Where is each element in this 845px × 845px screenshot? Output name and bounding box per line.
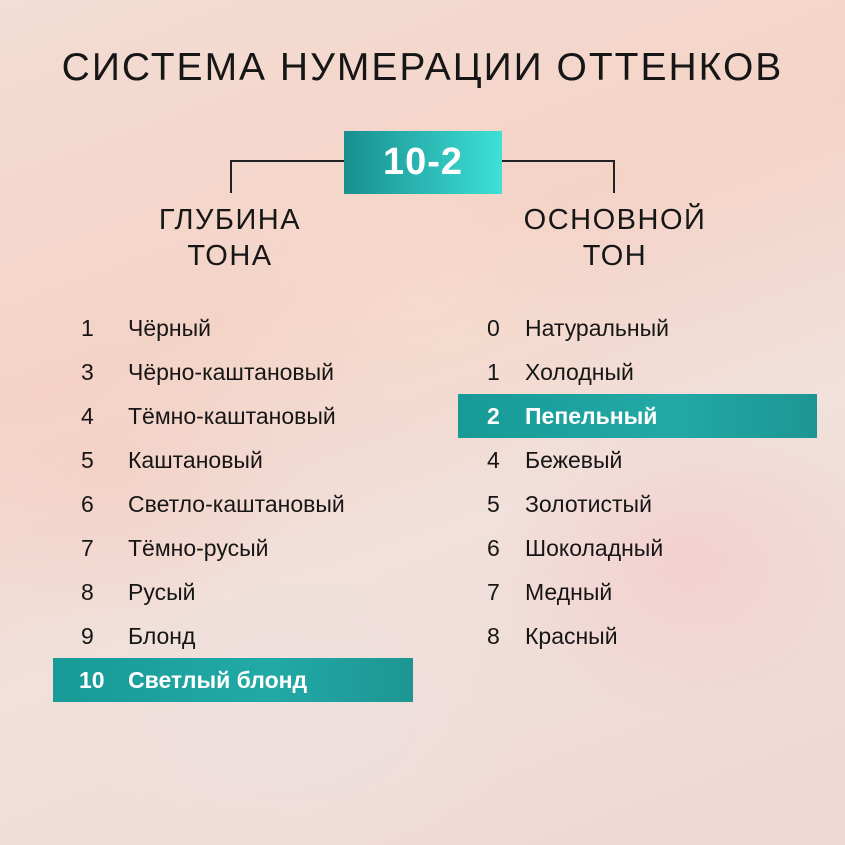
- highlighted-list-item: [53, 658, 413, 702]
- item-number: 8: [81, 578, 94, 605]
- item-label: Чёрно-каштановый: [128, 358, 335, 385]
- item-label: Каштановый: [128, 446, 263, 473]
- list-item: [53, 438, 413, 482]
- list-item: [53, 482, 413, 526]
- item-label: Русый: [128, 578, 196, 605]
- item-number: 1: [487, 358, 500, 385]
- list-item: [458, 350, 817, 394]
- shade-code-badge: 10-2: [344, 131, 502, 194]
- list-item: [458, 482, 817, 526]
- item-number: 6: [487, 534, 500, 561]
- item-label: Золотистый: [525, 490, 652, 517]
- item-number: 0: [487, 314, 500, 341]
- list-item: [458, 438, 817, 482]
- item-number: 4: [81, 402, 94, 429]
- item-label: Красный: [525, 622, 618, 649]
- item-number: 9: [81, 622, 94, 649]
- list-item: [458, 614, 817, 658]
- connector-right-vertical: [613, 160, 615, 193]
- item-number: 10: [79, 666, 105, 693]
- item-number: 6: [81, 490, 94, 517]
- connector-left-horizontal: [230, 160, 344, 162]
- right-heading-line2: ТОН: [582, 240, 648, 272]
- item-label: Холодный: [525, 358, 634, 385]
- left-heading-line1: ГЛУБИНА: [158, 204, 302, 236]
- left-column-heading: [100, 202, 360, 274]
- item-number: 5: [81, 446, 94, 473]
- list-item: [53, 614, 413, 658]
- item-number: 8: [487, 622, 500, 649]
- list-item: [53, 526, 413, 570]
- item-number: 2: [487, 402, 500, 429]
- left-heading-line2: ТОНА: [187, 240, 273, 272]
- item-number: 1: [81, 314, 94, 341]
- list-item: [53, 394, 413, 438]
- list-item: [458, 526, 817, 570]
- list-item: [53, 570, 413, 614]
- list-item: [53, 350, 413, 394]
- item-label: Бежевый: [525, 446, 623, 473]
- item-label: Чёрный: [128, 314, 211, 341]
- item-label: Светлый блонд: [128, 666, 308, 693]
- item-number: 7: [487, 578, 500, 605]
- connector-left-vertical: [230, 160, 232, 193]
- list-item: [458, 306, 817, 350]
- item-label: Блонд: [128, 622, 196, 649]
- list-item: [458, 570, 817, 614]
- item-number: 3: [81, 358, 94, 385]
- item-label: Натуральный: [525, 314, 669, 341]
- item-label: Пепельный: [525, 402, 658, 429]
- item-number: 5: [487, 490, 500, 517]
- highlighted-list-item: [458, 394, 817, 438]
- item-number: 7: [81, 534, 94, 561]
- item-label: Тёмно-каштановый: [128, 402, 336, 429]
- right-column-heading: [485, 202, 745, 274]
- page-title: СИСТЕМА НУМЕРАЦИИ ОТТЕНКОВ: [61, 46, 784, 89]
- right-heading-line1: ОСНОВНОЙ: [523, 204, 707, 236]
- item-label: Шоколадный: [525, 534, 664, 561]
- list-item: [53, 306, 413, 350]
- connector-right-horizontal: [502, 160, 615, 162]
- item-number: 4: [487, 446, 500, 473]
- item-label: Светло-каштановый: [128, 490, 345, 517]
- item-label: Медный: [525, 578, 613, 605]
- item-label: Тёмно-русый: [128, 534, 269, 561]
